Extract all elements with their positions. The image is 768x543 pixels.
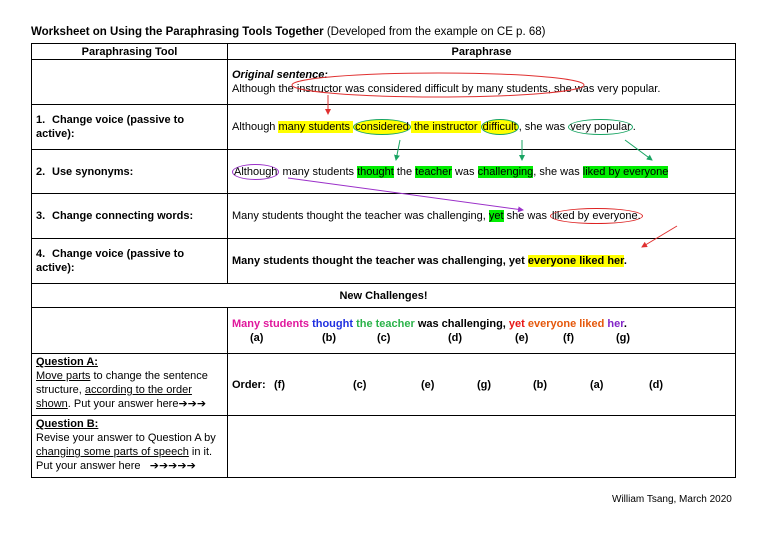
row-number: 3. — [36, 210, 46, 222]
footer-credit: William Tsang, March 2020 — [612, 494, 732, 505]
new-challenges-heading: New Challenges! — [32, 284, 736, 308]
paraphrase-1: Although many students considered the instructor difficult , she was very popular . — [228, 105, 736, 150]
header-paraphrase: Paraphrase — [228, 44, 736, 60]
table-header-row — [32, 44, 736, 60]
tool-label: Use synonyms: — [52, 165, 134, 178]
letter-e: (e) — [515, 331, 529, 344]
answer-a[interactable] — [228, 354, 736, 416]
letter-d: (d) — [448, 331, 463, 344]
arrows-icon: ➔➔➔➔➔ — [149, 460, 196, 472]
challenge-sentence: Many students thought the teacher was challenging, yet everyone liked her. — [232, 317, 627, 330]
letter-b: (b) — [322, 331, 337, 344]
challenge-sentence-row — [32, 308, 736, 354]
question-a-row — [32, 354, 736, 416]
question-a: Question A: Move parts to change the sentence structure, according to the order shown. Put your answer here➔➔➔ — [32, 354, 228, 416]
header-tool: Paraphrasing Tool — [32, 44, 228, 60]
tool-label: Change voice (passive to active): — [36, 248, 185, 274]
original-label: Original sentence: — [232, 69, 328, 81]
tool-label: Change voice (passive to active): — [36, 114, 185, 140]
order-label: Order: — [232, 378, 266, 391]
paraphrase-3: Many students thought the teacher was challenging, yet she was liked by everyone. — [228, 194, 736, 239]
row-number: 1. — [36, 114, 46, 126]
worksheet-title: Worksheet on Using the Paraphrasing Tools Together (Developed from the example on CE p. 68) — [31, 26, 546, 38]
row-number: 2. — [36, 165, 46, 178]
tool-label: Change connecting words: — [52, 210, 194, 222]
row-connecting-words — [32, 194, 736, 239]
letter-f: (f) — [563, 331, 574, 344]
new-challenges-row — [32, 284, 736, 308]
letter-c: (c) — [377, 331, 391, 344]
arrows-icon: ➔➔➔ — [178, 398, 207, 410]
original-row — [32, 60, 736, 105]
paraphrase-4: Many students thought the teacher was challenging, yet everyone liked her. — [228, 239, 736, 284]
worksheet-table — [31, 43, 736, 478]
answer-b[interactable] — [228, 416, 736, 478]
row-number: 4. — [36, 248, 46, 260]
original-sentence: Although the instructor was considered difficult by many students, she was very popular. — [232, 83, 661, 95]
letter-a: (a) — [250, 331, 264, 344]
row-use-synonyms — [32, 150, 736, 194]
question-b: Question B: Revise your answer to Question A by changing some parts of speech in it. Put your answer here ➔➔➔➔➔ — [32, 416, 228, 478]
order-line: Order: (f) (c) (e) (g) (b) (a) (d) — [232, 378, 664, 391]
letter-g: (g) — [616, 331, 631, 344]
row-change-voice-2 — [32, 239, 736, 284]
question-a-title: Question A: — [36, 356, 98, 368]
part-letters — [232, 331, 731, 345]
row-change-voice-1 — [32, 105, 736, 150]
paraphrase-2: Although many students thought the teacher was challenging, she was liked by everyone — [228, 150, 736, 194]
question-b-title: Question B: — [36, 418, 99, 430]
question-b-row — [32, 416, 736, 478]
